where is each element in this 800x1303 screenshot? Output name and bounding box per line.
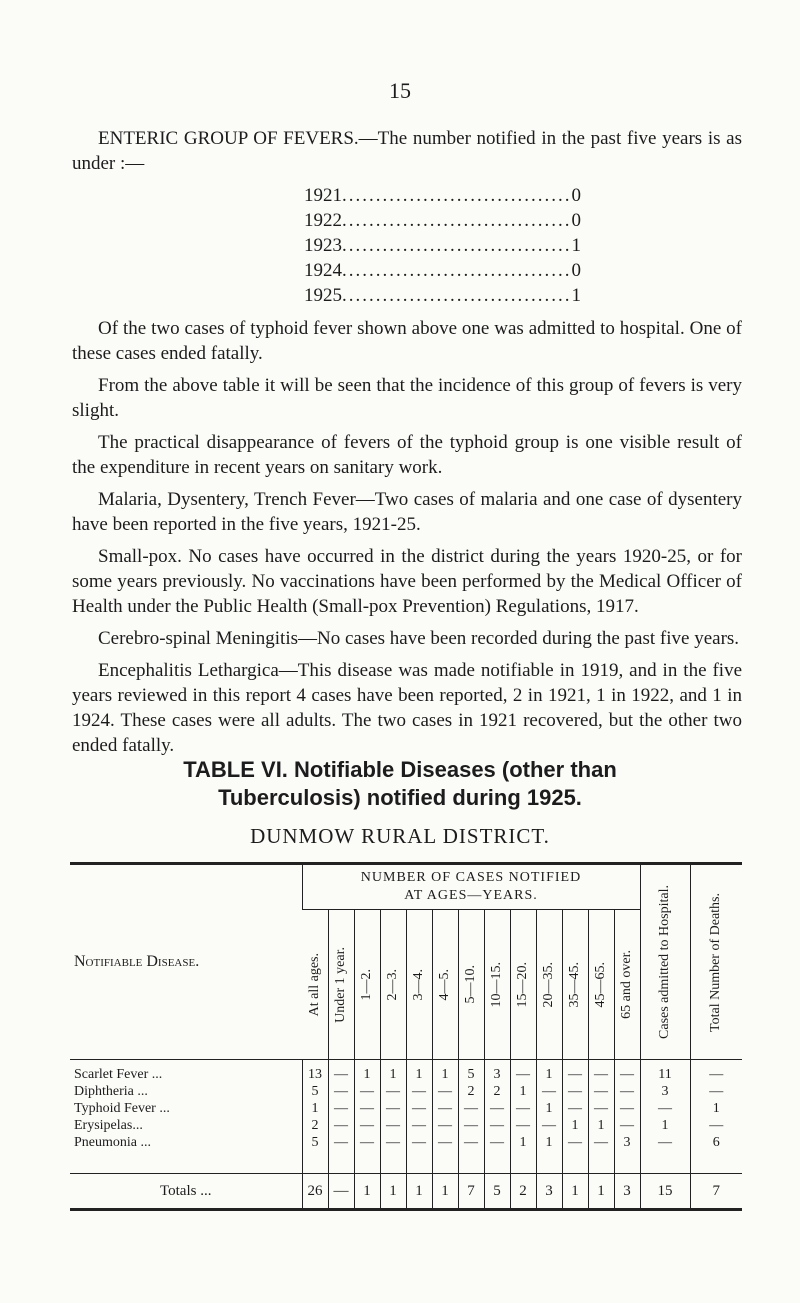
table-cell: 26 — [302, 1174, 328, 1210]
paragraph: Encephalitis Lethargica—This disease was made notifiable in 1919, and in the five years reviewed in this report 4 cases have been reported, 2 in 1921, 1 in 1922, and 1 in 1924. These cases were all adults. The two cases in 1921 recovered, but the other two ended fatally. — [72, 660, 742, 756]
table-cell: 1 — [354, 1174, 380, 1210]
table-cell: — — [354, 1083, 380, 1100]
deaths-cell: 1 — [690, 1100, 742, 1117]
age-column-header — [354, 910, 380, 1060]
district-heading: DUNMOW RURAL DISTRICT. — [250, 824, 550, 848]
year-count: 0 — [571, 210, 581, 231]
age-column-label: 10—15. — [489, 961, 504, 1008]
table-cell: — — [458, 1100, 484, 1117]
table-cell: 1 — [510, 1083, 536, 1100]
table-cell: 1 — [588, 1174, 614, 1210]
table-cell: — — [432, 1134, 458, 1151]
year-row — [304, 208, 581, 233]
year-count: 0 — [571, 185, 581, 206]
age-column-header — [406, 910, 432, 1060]
year-row — [304, 258, 581, 283]
table-cell: 1 — [354, 1066, 380, 1083]
age-column-label: 35—45. — [567, 961, 582, 1008]
notifiable-diseases-table — [70, 862, 742, 1211]
table-cell: — — [328, 1083, 354, 1100]
age-column-label: 4—5. — [437, 968, 452, 1001]
year-count: 0 — [571, 260, 581, 281]
hospital-cell: — — [640, 1134, 690, 1151]
table-cell: 1 — [302, 1100, 328, 1117]
table-cell: — — [458, 1134, 484, 1151]
disease-column-header: Notifiable Disease. — [70, 864, 302, 1060]
dot-leader: .................................. — [342, 260, 572, 281]
table-cell: 5 — [302, 1134, 328, 1151]
table-cell: — — [354, 1100, 380, 1117]
table-cell: 1 — [432, 1066, 458, 1083]
table-cell: 13 — [302, 1066, 328, 1083]
table-cell: — — [588, 1100, 614, 1117]
table-cell: 3 — [614, 1174, 640, 1210]
paragraph: Small-pox. No cases have occurred in the district during the years 1920-25, or for some years previously. No vaccinations have been performed by the Medical Officer of Health under the Public Health (Small-pox Prevention) Regulations, 1917. — [72, 546, 742, 617]
age-column-header — [380, 910, 406, 1060]
table-cell: — — [406, 1083, 432, 1100]
table-title-line: TABLE VI. Notifiable Diseases (other than — [183, 757, 617, 782]
table-cell: 1 — [432, 1174, 458, 1210]
dot-leader: .................................. — [342, 210, 572, 231]
deaths-cell: — — [690, 1117, 742, 1134]
table-cell: — — [328, 1174, 354, 1210]
table-cell: — — [380, 1134, 406, 1151]
age-column-label: 65 and over. — [619, 950, 634, 1019]
table-cell: — — [588, 1066, 614, 1083]
table-cell: — — [614, 1117, 640, 1134]
dot-leader: .................................. — [342, 285, 572, 306]
age-column-label: 1—2. — [359, 968, 374, 1001]
table-cell: — — [432, 1083, 458, 1100]
paragraph: From the above table it will be seen that the incidence of this group of fevers is very slight. — [72, 375, 742, 421]
paragraph: Cerebro-spinal Meningitis—No cases have been recorded during the past five years. — [98, 628, 740, 649]
totals-row — [70, 1174, 742, 1210]
age-column-label: 15—20. — [515, 961, 530, 1008]
table-cell: — — [328, 1066, 354, 1083]
table-cell: 2 — [302, 1117, 328, 1134]
table-cell: — — [354, 1134, 380, 1151]
age-column-header — [614, 910, 640, 1060]
table-cell: — — [484, 1117, 510, 1134]
table-cell: — — [406, 1100, 432, 1117]
disease-name: Diphtheria ... — [74, 1083, 148, 1099]
age-column-label: At all ages. — [306, 952, 322, 1017]
table-cell: — — [614, 1066, 640, 1083]
year-count: 1 — [571, 285, 581, 306]
table-cell: — — [328, 1117, 354, 1134]
year-label: 1922 — [304, 210, 342, 231]
ages-group-header-line: NUMBER OF CASES NOTIFIED — [360, 870, 582, 885]
dot-leader: .................................. — [342, 185, 572, 206]
hospital-cell: — — [640, 1100, 690, 1117]
disease-name: Totals ... — [70, 1174, 302, 1210]
table-cell: 1 — [536, 1134, 562, 1151]
hospital-header-text: Cases admitted to Hospital. — [657, 885, 672, 1039]
table-cell: — — [432, 1117, 458, 1134]
year-row — [304, 233, 581, 258]
dot-leader: .................................. — [342, 235, 572, 256]
table-cell: — — [406, 1117, 432, 1134]
table-cell: 1 — [510, 1134, 536, 1151]
deaths-header-text: Total Number of Deaths. — [708, 892, 724, 1032]
table-title-line: Tuberculosis) notified during 1925. — [218, 785, 582, 810]
table-cell: 5 — [458, 1066, 484, 1083]
age-column-header — [302, 910, 328, 1060]
paragraph: The practical disappearance of fevers of the typhoid group is one visible result of the expenditure in recent years on sanitary work. — [72, 432, 742, 478]
table-cell: — — [328, 1134, 354, 1151]
table-cell: 1 — [588, 1117, 614, 1134]
age-column-label: 5—10. — [463, 965, 478, 1004]
table-cell: 2 — [510, 1174, 536, 1210]
table-cell: — — [484, 1100, 510, 1117]
age-column-header — [458, 910, 484, 1060]
table-cell: 3 — [536, 1174, 562, 1210]
table-cell: 1 — [380, 1066, 406, 1083]
deaths-cell: 6 — [690, 1134, 742, 1151]
table-cell: 3 — [484, 1066, 510, 1083]
age-column-label: 20—35. — [541, 961, 556, 1008]
table-row — [70, 1134, 742, 1151]
table-cell: — — [328, 1100, 354, 1117]
table-cell: — — [562, 1100, 588, 1117]
table-cell: 7 — [458, 1174, 484, 1210]
disease-name: Scarlet Fever ... — [74, 1066, 163, 1082]
year-label: 1921 — [304, 185, 342, 206]
table-row — [70, 1117, 742, 1134]
table-cell: — — [562, 1134, 588, 1151]
age-column-header — [536, 910, 562, 1060]
hospital-column-header — [640, 864, 690, 1060]
ages-group-header — [302, 864, 640, 910]
hospital-cell: 3 — [640, 1083, 690, 1100]
hospital-cell: 11 — [640, 1066, 690, 1083]
paragraph: Malaria, Dysentery, Trench Fever—Two cases of malaria and one case of dysentery have been reported in the five years, 1921-25. — [72, 489, 742, 535]
hospital-cell: 1 — [640, 1117, 690, 1134]
year-row — [304, 183, 581, 208]
disease-name: Pneumonia ... — [74, 1134, 151, 1150]
age-column-label: 2—3. — [385, 968, 400, 1001]
year-label: 1924 — [304, 260, 342, 281]
disease-name: Erysipelas... — [74, 1117, 143, 1133]
table-cell: 1 — [406, 1066, 432, 1083]
age-column-label: Under 1 year. — [333, 946, 348, 1023]
table-cell: — — [588, 1134, 614, 1151]
table-cell: — — [614, 1083, 640, 1100]
table-cell: 1 — [562, 1117, 588, 1134]
table-cell: — — [536, 1117, 562, 1134]
table-cell: — — [406, 1134, 432, 1151]
table-cell: — — [510, 1066, 536, 1083]
table-cell: — — [562, 1083, 588, 1100]
table-cell: — — [432, 1100, 458, 1117]
deaths-column-header — [690, 864, 742, 1060]
year-count: 1 — [571, 235, 581, 256]
table-cell: — — [380, 1083, 406, 1100]
age-column-header — [510, 910, 536, 1060]
table-cell: 1 — [380, 1174, 406, 1210]
disease-name: Typhoid Fever ... — [74, 1100, 170, 1116]
age-column-header — [484, 910, 510, 1060]
table-cell: 3 — [614, 1134, 640, 1151]
table-cell: — — [354, 1117, 380, 1134]
hospital-cell: 15 — [640, 1174, 690, 1210]
table-cell: — — [380, 1100, 406, 1117]
table-cell: 1 — [536, 1066, 562, 1083]
table-cell: — — [536, 1083, 562, 1100]
table-cell: — — [614, 1100, 640, 1117]
age-column-label: 45—65. — [593, 961, 608, 1008]
table-title — [0, 756, 800, 812]
age-column-header — [432, 910, 458, 1060]
table-cell: — — [484, 1134, 510, 1151]
deaths-cell: — — [690, 1083, 742, 1100]
table-cell: 2 — [484, 1083, 510, 1100]
table-cell: 2 — [458, 1083, 484, 1100]
table-cell: — — [380, 1117, 406, 1134]
age-column-header — [588, 910, 614, 1060]
table-cell: 5 — [484, 1174, 510, 1210]
deaths-cell: — — [690, 1066, 742, 1083]
page-number: 15 — [389, 78, 411, 103]
table-cell: 1 — [562, 1174, 588, 1210]
table-cell: 1 — [406, 1174, 432, 1210]
table-cell: — — [588, 1083, 614, 1100]
year-row — [304, 283, 581, 308]
age-column-header — [328, 910, 354, 1060]
table-row — [70, 1066, 742, 1083]
table-cell: — — [510, 1117, 536, 1134]
age-column-label: 3—4. — [411, 968, 426, 1001]
table-cell: — — [510, 1100, 536, 1117]
year-label: 1923 — [304, 235, 342, 256]
table-cell: 5 — [302, 1083, 328, 1100]
table-cell: — — [562, 1066, 588, 1083]
table-row — [70, 1083, 742, 1100]
table-cell: 1 — [536, 1100, 562, 1117]
year-list — [72, 183, 742, 308]
table-row — [70, 1100, 742, 1117]
year-label: 1925 — [304, 285, 342, 306]
deaths-cell: 7 — [690, 1174, 742, 1210]
enteric-paragraph: ENTERIC GROUP OF FEVERS.—The number notified in the past five years is as under :— — [72, 128, 742, 174]
paragraph: Of the two cases of typhoid fever shown above one was admitted to hospital. One of these cases ended fatally. — [72, 318, 742, 364]
table-cell: — — [458, 1117, 484, 1134]
body-text — [72, 126, 742, 765]
age-column-header — [562, 910, 588, 1060]
ages-group-header-line: AT AGES—YEARS. — [404, 888, 538, 903]
